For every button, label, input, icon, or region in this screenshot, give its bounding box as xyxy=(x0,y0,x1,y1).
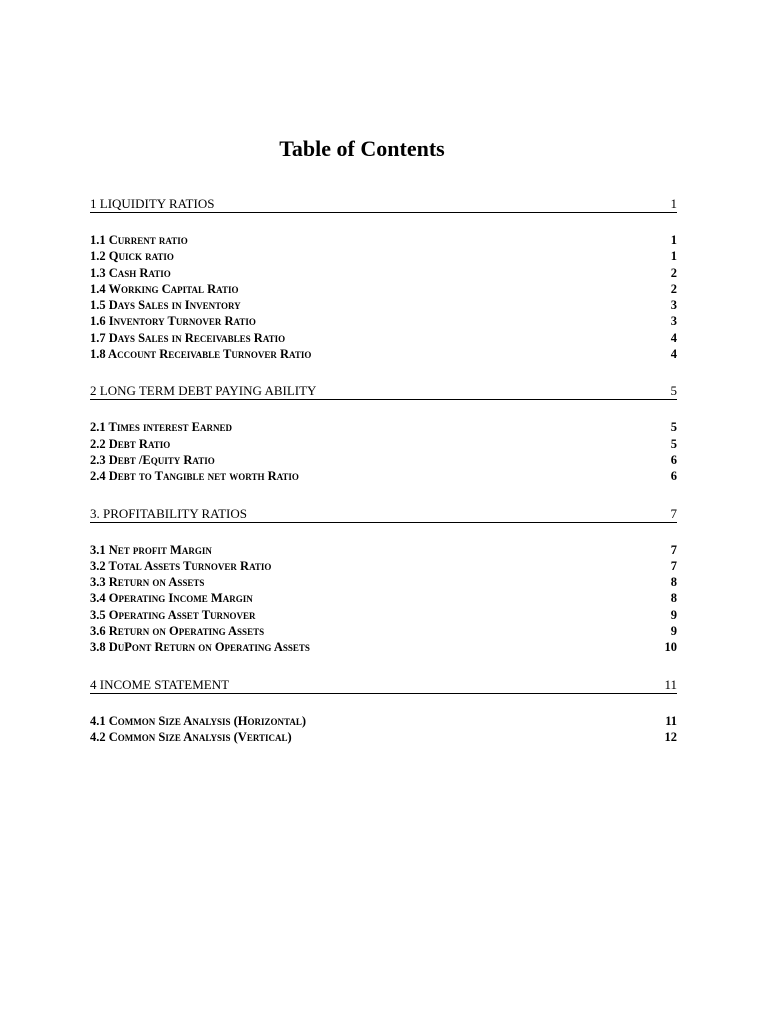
toc-heading-link[interactable] xyxy=(90,196,677,213)
toc-entry-label: 3.2 Total Assets Turnover Ratio xyxy=(90,558,272,573)
toc-entry-link[interactable] xyxy=(90,313,677,329)
toc-entry-page: 6 xyxy=(670,452,677,467)
toc-heading-page: 1 xyxy=(670,196,677,211)
toc-entry-label: 2.3 Debt /Equity Ratio xyxy=(90,452,215,467)
toc-section-liquidity-ratios xyxy=(90,196,677,362)
toc-entry-label: 1.3 Cash Ratio xyxy=(90,265,171,280)
toc-entry-page: 5 xyxy=(670,436,677,451)
toc-entry-label: 4.1 Common Size Analysis (Horizontal) xyxy=(90,713,307,728)
toc-entry-page: 1 xyxy=(670,249,677,264)
toc-entry-page: 3 xyxy=(670,314,677,329)
toc-entry-label: 2.1 Times interest Earned xyxy=(90,420,232,435)
toc-heading-label: 3. PROFITABILITY RATIOS xyxy=(90,505,248,521)
toc-entry-label: 1.2 Quick ratio xyxy=(90,249,174,264)
toc-entry-label: 3.8 DuPont Return on Operating Assets xyxy=(90,640,310,655)
toc-heading-page: 11 xyxy=(664,676,677,692)
toc-entry-link[interactable] xyxy=(90,639,677,655)
toc-heading-page: 7 xyxy=(670,505,677,521)
toc-entry-page: 4 xyxy=(670,330,677,345)
toc-entry-page: 7 xyxy=(670,558,677,573)
toc-section-income-statement xyxy=(90,677,677,746)
toc-heading-label: 4 INCOME STATEMENT xyxy=(90,676,230,692)
toc-entry-page: 7 xyxy=(670,542,677,557)
toc-entry-page: 8 xyxy=(670,575,677,590)
toc-entry-link[interactable] xyxy=(90,281,677,297)
toc-entry-page: 6 xyxy=(670,469,677,484)
toc-section-profitability-ratios xyxy=(90,506,677,656)
toc-entry-page: 9 xyxy=(670,624,677,639)
toc-entry-link[interactable] xyxy=(90,607,677,623)
toc-entry-link[interactable] xyxy=(90,590,677,606)
toc-entry-page: 2 xyxy=(670,265,677,280)
toc-entry-link[interactable] xyxy=(90,248,677,264)
toc-entry-link[interactable] xyxy=(90,713,677,729)
toc-entry-label: 1.7 Days Sales in Receivables Ratio xyxy=(90,330,286,345)
toc-entry-label: 3.6 Return on Operating Assets xyxy=(90,624,265,639)
toc-entry-page: 4 xyxy=(670,347,677,362)
toc-entry-link[interactable] xyxy=(90,542,677,558)
toc-entry-label: 3.3 Return on Assets xyxy=(90,575,205,590)
toc-entry-label: 1.8 Account Receivable Turnover Ratio xyxy=(90,347,312,362)
toc-entry-page: 10 xyxy=(664,640,677,655)
table-of-contents xyxy=(90,196,677,766)
toc-heading-page: 5 xyxy=(670,383,677,399)
toc-entry-label: 1.6 Inventory Turnover Ratio xyxy=(90,314,256,329)
toc-entry-link[interactable] xyxy=(90,232,677,248)
toc-entry-link[interactable] xyxy=(90,419,677,435)
toc-entry-page: 2 xyxy=(670,281,677,296)
toc-entry-label: 2.2 Debt Ratio xyxy=(90,436,171,451)
toc-entry-label: 3.5 Operating Asset Turnover xyxy=(90,607,256,622)
toc-entry-label: 3.4 Operating Income Margin xyxy=(90,591,253,606)
toc-entry-page: 8 xyxy=(670,591,677,606)
toc-entry-link[interactable] xyxy=(90,729,677,745)
toc-entry-page: 9 xyxy=(670,607,677,622)
toc-entry-label: 1.5 Days Sales in Inventory xyxy=(90,298,241,313)
toc-heading-link[interactable] xyxy=(90,677,677,694)
toc-entry-link[interactable] xyxy=(90,558,677,574)
toc-heading-label: 1 LIQUIDITY RATIOS xyxy=(90,196,215,211)
toc-entry-page: 3 xyxy=(670,298,677,313)
toc-entry-page: 1 xyxy=(670,233,677,247)
toc-section-long-term-debt xyxy=(90,383,677,484)
toc-entry-link[interactable] xyxy=(90,623,677,639)
toc-entry-label: 1.4 Working Capital Ratio xyxy=(90,281,239,296)
toc-title: Table of Contents xyxy=(279,136,445,161)
toc-entry-link[interactable] xyxy=(90,346,677,362)
toc-entry-link[interactable] xyxy=(90,436,677,452)
toc-entry-link[interactable] xyxy=(90,330,677,346)
toc-heading-link[interactable] xyxy=(90,506,677,523)
toc-entry-page: 11 xyxy=(665,713,677,728)
toc-entry-label: 4.2 Common Size Analysis (Vertical) xyxy=(90,729,292,744)
toc-entry-page: 12 xyxy=(664,729,677,744)
toc-entry-label: 2.4 Debt to Tangible net worth Ratio xyxy=(90,469,299,484)
toc-entry-link[interactable] xyxy=(90,265,677,281)
toc-entry-label: 3.1 Net profit Margin xyxy=(90,542,212,557)
toc-entry-page: 5 xyxy=(670,420,677,435)
toc-heading-link[interactable] xyxy=(90,383,677,400)
toc-heading-label: 2 LONG TERM DEBT PAYING ABILITY xyxy=(90,383,317,399)
toc-entry-link[interactable] xyxy=(90,452,677,468)
toc-entry-link[interactable] xyxy=(90,468,677,484)
toc-entry-link[interactable] xyxy=(90,574,677,590)
toc-entry-link[interactable] xyxy=(90,297,677,313)
toc-entry-label: 1.1 Current ratio xyxy=(90,233,188,247)
